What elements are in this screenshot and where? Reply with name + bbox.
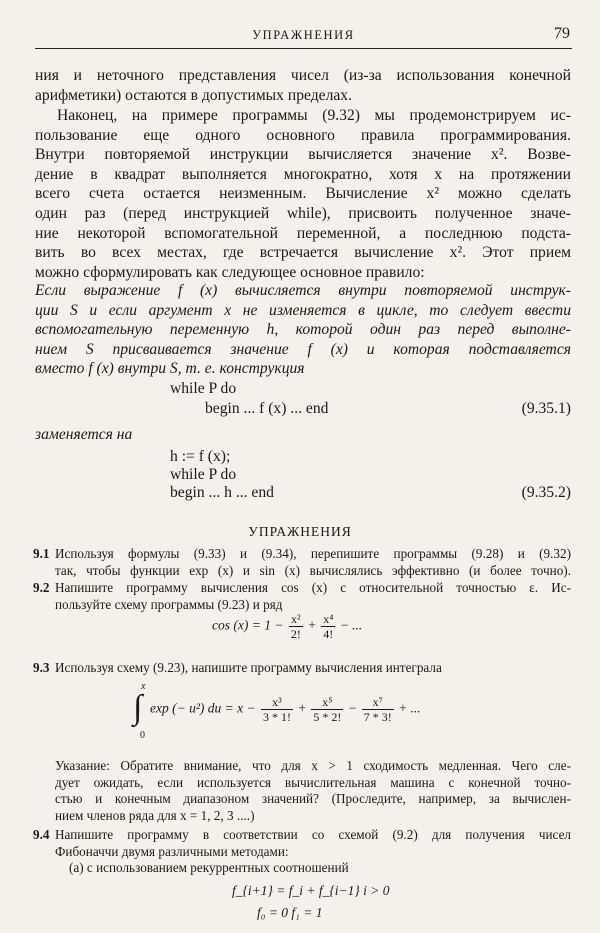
denominator: 3 * 1! <box>262 710 291 724</box>
text-line: (а) с использованием рекуррентных соотношений <box>69 860 349 876</box>
text-line: ния и неточного представления чисел (из-за использования конечной <box>35 67 571 84</box>
exercise-hint <box>35 758 571 824</box>
integral-upper-limit: x <box>141 681 146 692</box>
text-line: дение в квадрат выполняется многократно, хотя x на протяжении <box>35 165 571 183</box>
text-line: Внутри повторяемой инструкции вычисляется значение x². Возве- <box>35 146 571 164</box>
exercise-9-2 <box>35 580 571 613</box>
code-while-line: while P do <box>170 466 237 483</box>
equation-number: (9.35.1) <box>521 400 571 417</box>
paragraph-continuation <box>35 66 571 105</box>
operator: − <box>348 700 357 716</box>
text-line: Если выражение f (x) вычисляется внутри повторяемой инструк- <box>35 282 571 299</box>
formula-tail: + ... <box>399 700 421 716</box>
text-line: дует ожидать, если используется вычислительная машина с конечной точно- <box>55 774 571 790</box>
integral-lower-limit: 0 <box>140 730 145 741</box>
running-header <box>35 24 572 49</box>
numerator: x⁴ <box>323 612 334 626</box>
text-line: вить во всех местах, где встречается вычисление x². Этот прием <box>35 244 571 262</box>
replaced-label: заменяется на <box>35 426 133 443</box>
fib-initial: f₀ = 0 f₁ = 1 <box>257 905 323 920</box>
text-line: ции S и если аргумент x не изменяется в цикле, то следует ввести <box>35 301 571 319</box>
header-title: УПРАЖНЕНИЯ <box>252 28 355 42</box>
text-line: Напишите программу вычисления cos (x) с относительной точностью ε. Ис- <box>55 580 571 595</box>
exercise-number: 9.2 <box>33 580 50 595</box>
text-line: Фибоначчи двумя различными методами: <box>55 843 289 859</box>
text-line: стью и конечным диапазоном значений? (Проследите, например, за вычислен- <box>55 791 571 807</box>
denominator: 2! <box>290 627 301 641</box>
exercise-number: 9.1 <box>33 546 50 561</box>
text-line: можно сформулировать как следующее основное правило: <box>35 263 425 281</box>
numerator: x² <box>289 612 303 627</box>
formula-tail: − ... <box>340 617 362 633</box>
exercise-number: 9.4 <box>33 827 50 842</box>
code-begin-line: begin ... h ... end <box>170 484 274 501</box>
integral-sign-icon: ∫ <box>133 689 143 726</box>
exercise-9-4 <box>35 827 571 877</box>
text-line: Наконец, на примере программы (9.32) мы продемонстрируем ис- <box>57 107 571 124</box>
numerator: x³ <box>261 695 293 710</box>
denominator: 5 * 2! <box>313 710 342 724</box>
rule-statement <box>35 281 571 379</box>
text-line: пользование еще одного основного правила программирования. <box>35 126 571 144</box>
text-line: так, чтобы функции exp (x) и sin (x) вычислялись эффективно (и более точно). <box>55 562 571 578</box>
text-line: один раз (перед инструкцией while), присвоить полученное значе- <box>35 204 571 222</box>
text-line: Используя схему (9.23), напишите программу вычисления интеграла <box>55 660 442 675</box>
fraction <box>321 612 335 641</box>
denominator: 4! <box>323 627 334 641</box>
text-line: Напишите программу в соответствии со схемой (9.2) для получения чисел <box>55 827 571 842</box>
numerator: x⁵ <box>311 695 343 710</box>
text-line: пользуйте схему программы (9.23) и ряд <box>55 596 283 612</box>
numerator: x⁷ <box>362 695 394 710</box>
denominator: 7 * 3! <box>363 710 392 724</box>
fraction <box>289 612 303 641</box>
exercise-9-3 <box>35 660 571 677</box>
code-begin-line: begin ... f (x) ... end <box>205 400 329 417</box>
text-line: вместо f (x) внутри S, т. е. конструкция <box>35 360 305 378</box>
code-assign-line: h := f (x); <box>170 448 231 465</box>
text-line: вспомогательную переменную h, которой один раз перед выполне- <box>35 321 571 339</box>
text-line: Используя формулы (9.33) и (9.34), перепишите программы (9.28) и (9.32) <box>55 546 571 561</box>
integrand: exp (− u²) du = x − <box>150 700 256 716</box>
fraction <box>261 695 293 724</box>
paragraph-main <box>35 106 571 282</box>
text-line: нием S присваивается значение f (x) и которая подставляется <box>35 340 571 358</box>
operator: + <box>308 617 316 633</box>
operator: + <box>298 700 306 716</box>
cos-series-formula <box>212 612 362 641</box>
fraction <box>311 695 343 724</box>
section-heading: УПРАЖНЕНИЯ <box>248 524 352 539</box>
exercise-9-1 <box>35 546 571 579</box>
text-line: арифметики) остаются в допустимых пределах. <box>35 86 352 104</box>
fraction <box>362 695 394 724</box>
code-while-line: while P do <box>170 380 237 397</box>
text-line: всего счета остается неизменным. Вычисление x² можно сделать <box>35 185 571 203</box>
fib-recurrence: f_{i+1} = f_i + f_{i−1} i > 0 <box>232 883 390 898</box>
integral-series <box>150 695 420 724</box>
exercise-number: 9.3 <box>33 660 50 675</box>
page-number: 79 <box>554 25 570 42</box>
text-line: Указание: Обратите внимание, что для x > 1 сходимость медленная. Чего сле- <box>55 758 571 773</box>
text-line: нием членов ряда для x = 1, 2, 3 ....) <box>55 807 255 823</box>
text-line: ние некоторой вспомогательной переменной, а последнюю подста- <box>35 224 571 242</box>
formula-lhs: cos (x) = 1 − <box>212 617 284 633</box>
equation-number: (9.35.2) <box>521 484 571 501</box>
